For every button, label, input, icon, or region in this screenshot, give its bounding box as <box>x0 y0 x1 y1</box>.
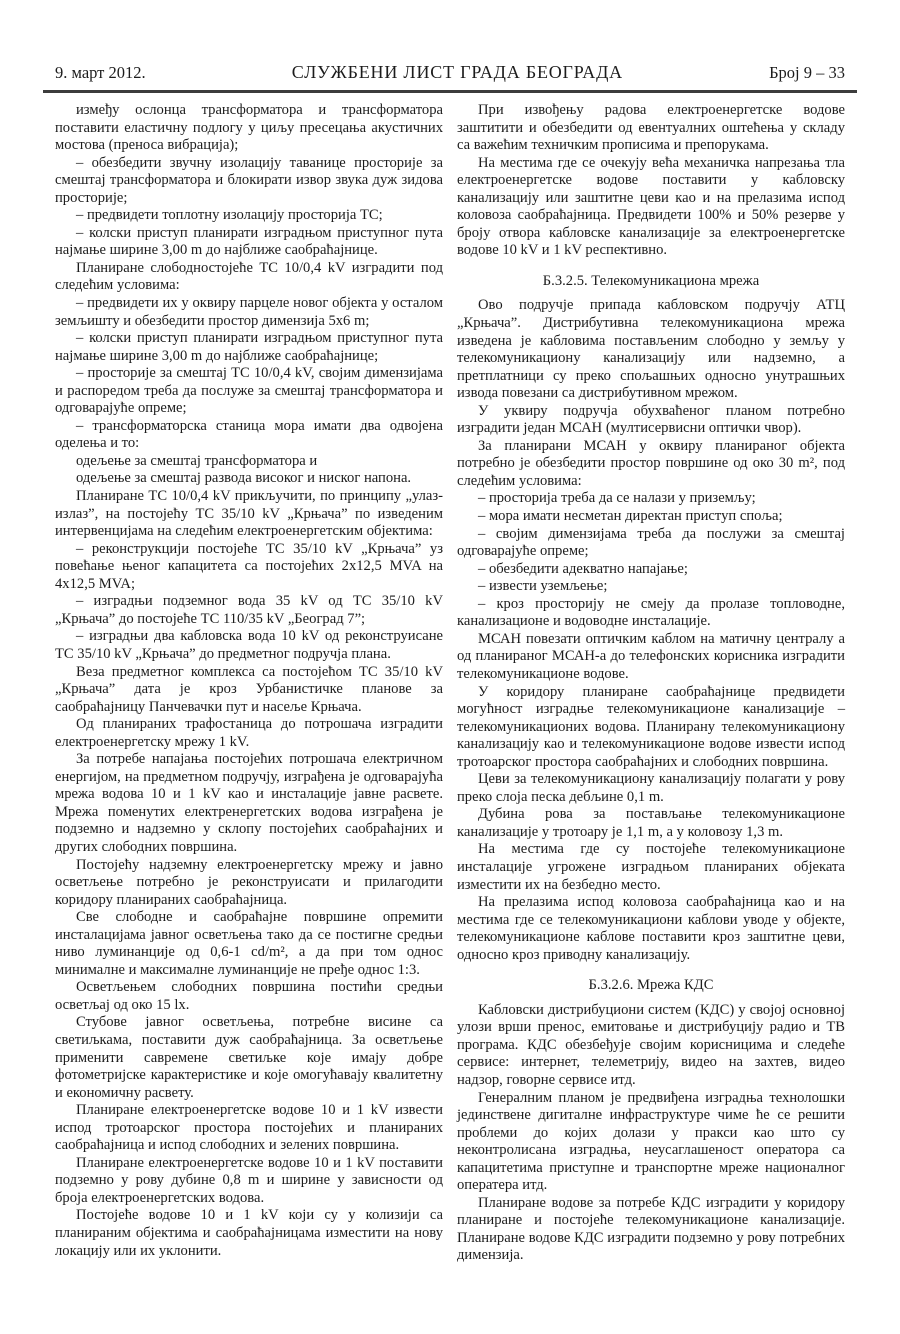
section-heading: Б.3.2.6. Мрежа КДС <box>588 977 714 994</box>
paragraph: – изградњи подземног вода 35 kV од ТС 35/10 kV „Крњача” до постојеће ТС 110/35 kV „Београд 7”; <box>55 593 443 627</box>
paragraph: одељење за смештај развода високог и ниског напона. <box>76 470 412 487</box>
paragraph: Кабловски дистрибуциони систем (КДС) у својој основној улози врши пренос, емитовање и дистрибуцију радио и ТВ програма. КДС обезбеђује својим корисницима и следеће сервисе: интернет, телеметрију, видео на захтев, видео надзор, говорне сервисе итд. <box>457 1001 845 1088</box>
page-header <box>55 62 845 83</box>
paragraph: Постојеће водове 10 и 1 kV који су у колизији са планираним објектима и саобраћајницама изместити на нову локацију или их уклонити. <box>55 1207 443 1259</box>
paragraph: – просторија треба да се налази у приземљу; <box>478 490 756 507</box>
paragraph: – својим димензијама треба да послужи за смештај одговарајуће опреме; <box>457 525 845 560</box>
paragraph: Све слободне и саобраћајне површине опремити инсталацијама јавног осветљења тако да се постигне средњи ниво луминанције од 0,6-1 cd/m², а да при том однос минималне и максималне луминанције не пређе однос 1:3. <box>55 909 443 978</box>
section-heading: Б.3.2.5. Телекомуникациона мрежа <box>542 272 760 289</box>
paragraph: – извести уземљење; <box>478 578 608 595</box>
paragraph: При извођењу радова електроенергетске водове заштитити и обезбедити од евентуалних оштећења у складу са важећим техничким прописима и препорукама. <box>457 102 845 154</box>
paragraph: Планиране водове за потребе КДС изградити у коридору планиране и постојеће телекомуникационе канализације. Планиране водове КДС изградити подземно у рову потребних димензија. <box>457 1194 845 1264</box>
paragraph: За потребе напајања постојећих потрошача електричном енергијом, на предметном подручју, изграђена је одговарајућа мрежа водова 10 и 1 kV као и инсталације јавне расвете. Мрежа поменутих електренергетских водова изграђена је подземно и надземно у склопу постојећих саобраћајних и других слободних површина. <box>55 751 443 855</box>
paragraph: – изградњи два кабловска вода 10 kV од реконструисане ТС 35/10 kV „Крњача” до предметног подручја плана. <box>55 628 443 662</box>
paragraph: У уквиру подручја обухваћеног планом потребно изградити један МСАН (мултисервисни оптички чвор). <box>457 402 845 437</box>
paragraph: МСАН повезати оптичким каблом на матичну централу а од планираног МСАН-а до телефонских корисника изградити телекомуникационе водове. <box>457 630 845 682</box>
paragraph: На местима где се очекују већа механичка напрезања тла електроенергетске водове поставити у кабловску канализацију или заштитне цеви као и на прелазима испод коловоза саобраћајница. Предвидети 100% и 50% резерве у броју отвора кабловске канализације за електроенергетске водове 10 kV и 1 kV респективно. <box>457 154 845 259</box>
paragraph: Дубина рова за постављање телекомуникационе канализације у тротоару је 1,1 m, а у коловозу 1,3 m. <box>457 806 845 840</box>
paragraph: Од планираних трафостаница до потрошача изградити електроенергетску мрежу 1 kV. <box>55 716 443 750</box>
paragraph: Ово подручје припада кабловском подручју АТЦ „Крњача”. Дистрибутивна телекомуникациона мрежа изведена је кабловима постављеним слободно у земљу у телекомуникациону канализацију или надземно, а претплатници су преко спољашњих односно унутрашњих извода повезани са дистрибутивном мрежом. <box>457 297 845 402</box>
right-column <box>457 102 845 1265</box>
paragraph: – трансформаторска станица мора имати два одвојена оделења и то: <box>55 417 443 452</box>
paragraph: – кроз просторију не смеју да пролазе топловодне, канализационе и водоводне инсталације. <box>457 595 845 630</box>
document-body <box>55 102 845 1265</box>
paragraph: Генералним планом је предвиђена изградња технолошки јединствене дигиталне инфраструктуре чиме ће се решити проблеми до којих долази у пракси као што су неконтролисана изградња, неусаглашеност оператора са капацитетима приступне и транспортне мреже националног оператера итд. <box>457 1089 845 1194</box>
header-date: 9. март 2012. <box>55 63 146 82</box>
paragraph: – предвидети топлотну изолацију просторија ТС; <box>76 207 383 224</box>
gazette-title: СЛУЖБЕНИ ЛИСТ ГРАДА БЕОГРАДА <box>291 62 623 82</box>
paragraph: Веза предметног комплекса са постојећом ТС 35/10 kV „Крњача” дата је кроз Урбанистичке планове за саобраћајницу Панчевачки пут и насеље Крњача. <box>55 663 443 715</box>
paragraph: – просторије за смештај ТС 10/0,4 kV, својим димензијама и распоредом треба да послуже за смештај трансформатора и одговарајуће опреме; <box>55 365 443 417</box>
header-issue-number: Број 9 – 33 <box>769 63 845 82</box>
paragraph: Стубове јавног осветљења, потребне висине са светиљкама, поставити дуж саобраћајница. За осветљење применити савремене светиљке које имају добре фотометријске карактеристике и које омогућавају квалитетну и економичну расвету. <box>55 1014 443 1101</box>
paragraph: – обезбедити адекватно напајање; <box>478 560 688 577</box>
paragraph: – мора имати несметан директан приступ споља; <box>478 508 783 525</box>
paragraph: Постојећу надземну електроенергетску мрежу и јавно осветљење потребно је реконструисати и прилагодити коридору планираних саобраћајница. <box>55 856 443 908</box>
paragraph: Осветљењем слободних површина постићи средњи осветљај од око 15 lx. <box>55 979 443 1013</box>
paragraph: – колски приступ планирати изградњом приступног пута најмање ширине 3,00 m до најближе саобраћајнице. <box>55 224 443 259</box>
paragraph: – предвидети их у оквиру парцеле новог објекта у осталом земљишту и обезбедити простор димензија 5x6 m; <box>55 295 443 329</box>
paragraph: Планиране електроенергетске водове 10 и 1 kV поставити подземно у рову дубине 0,8 m и ширине у зависности од броја електроенергетских водова. <box>55 1154 443 1206</box>
paragraph: одељење за смештај трансформатора и <box>76 452 318 469</box>
paragraph: Планиране електроенергетске водове 10 и 1 kV извести испод тротоарског простора постојећих и планираних саобраћајница и испод слободних и зелених површина. <box>55 1102 443 1154</box>
paragraph: – обезбедити звучну изолацију таванице просторије за смештај трансформатора и блокирати извор звука дуж зидова просторије; <box>55 154 443 206</box>
paragraph: – реконструкцији постојеће ТС 35/10 kV „Крњача” уз повећање њеног капацитета са постојећих 2x12,5 MVA на 4x12,5 MVA; <box>55 540 443 592</box>
paragraph: У коридору планиране саобраћајнице предвидети могућност изградње телекомуникационе канализације – телекомуникационих водова. Планирану телекомуникациону канализацију као и телекомуникационе водове извести испод тротоарског простора саобраћајних и слободних површина. <box>457 683 845 770</box>
paragraph: На местима где су постојеће телекомуникационе инсталације угрожене изградњом планираних објеката изместити их на безбедно место. <box>457 841 845 893</box>
paragraph: између ослонца трансформатора и трансформатора поставити еластичну подлогу у циљу пресецања акустичних мостова (преноса вибрација); <box>55 102 443 154</box>
paragraph: Планиране ТС 10/0,4 kV прикључити, по принципу „улаз-излаз”, на постојећу ТС 35/10 kV „Крњача” по изведеним интервенцијама на следећим електроенергетским објектима: <box>55 488 443 540</box>
paragraph: На прелазима испод коловоза саобраћајница као и на местима где се телекомуникациони каблови уводе у објекте, телекомуникационе каблове поставити кроз заштитне цеви, односно кроз приводну канализацију. <box>457 894 845 963</box>
paragraph: – колски приступ планирати изградњом приступног пута најмање ширине 3,00 m до најближе саобраћајнице; <box>55 330 443 364</box>
header-rule <box>43 90 857 93</box>
paragraph: За планирани МСАН у оквиру планираног објекта потребно је обезбедити простор површине од око 30 m², под следећим условима: <box>457 437 845 489</box>
paragraph: Планиране слободностојеће ТС 10/0,4 kV изградити под следећим условима: <box>55 259 443 294</box>
paragraph: Цеви за телекомуникациону канализацију полагати у рову преко слоја песка дебљине 0,1 m. <box>457 771 845 805</box>
left-column <box>55 102 443 1265</box>
